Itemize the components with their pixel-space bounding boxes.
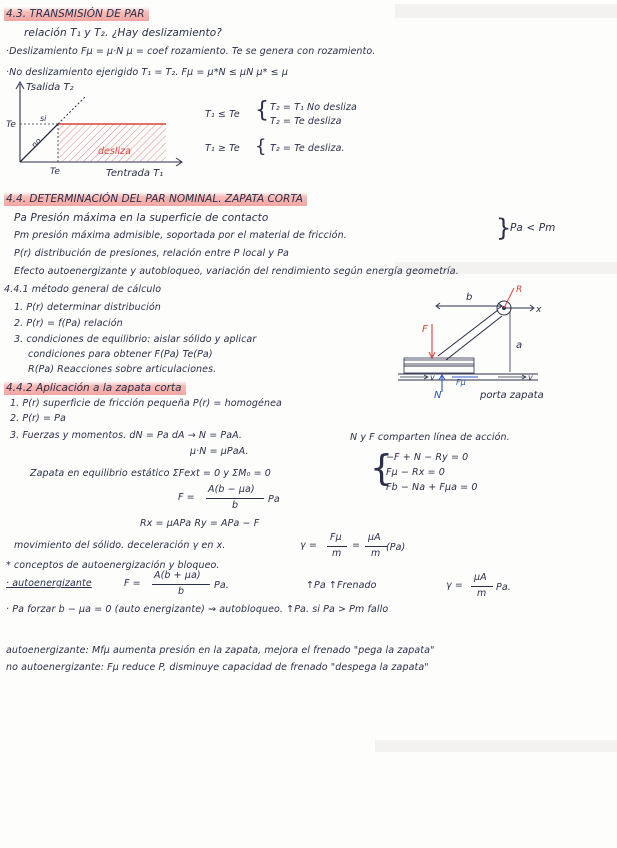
fraction-bar bbox=[471, 586, 493, 587]
axis-label-y: Tsalida T₂ bbox=[26, 82, 74, 93]
gamma-tail: (Pa) bbox=[386, 542, 406, 553]
text-line: 2. P(r) = f(Pa) relación bbox=[14, 318, 123, 329]
text-line: ·No deslizamiento ejerigido T₁ = T₂. Fμ = μ*N ≤ μN μ* ≤ μ bbox=[6, 67, 288, 78]
text-line: * conceptos de autoenergización y bloqueo. bbox=[6, 560, 220, 571]
te-label-y: Te bbox=[6, 120, 16, 130]
fraction-bar bbox=[152, 584, 210, 585]
brace-label: Pa < Pm bbox=[510, 222, 556, 234]
case-2-condition: T₁ ≥ Te bbox=[205, 143, 240, 154]
bleed-through-band bbox=[395, 4, 617, 18]
gamma-eq: = bbox=[352, 540, 361, 551]
gamma-tail: Pa. bbox=[496, 582, 511, 593]
text-line: relación T₁ y T₂. ¿Hay deslizamiento? bbox=[24, 27, 222, 39]
dim-b: b bbox=[466, 292, 473, 303]
axis-x: x bbox=[536, 305, 542, 315]
case-1a: T₂ = T₁ No desliza bbox=[270, 102, 357, 113]
text-line: · Pa forzar b − μa = 0 (auto energizante) ⇝ autobloqueo. ↑Pa. si Pa > Pm fallo bbox=[6, 604, 389, 615]
gamma-lhs: γ = bbox=[300, 540, 317, 551]
section-heading-4-3: 4.3. TRANSMISIÓN DE PAR bbox=[4, 7, 149, 21]
equilibrium-eq: Fb − Na + Fμa = 0 bbox=[386, 482, 478, 493]
si-label: si bbox=[40, 114, 47, 123]
fraction-tail: Pa bbox=[268, 494, 280, 505]
text-line: Pm presión máxima admisible, soportada por el material de fricción. bbox=[14, 230, 347, 241]
normal-N: N bbox=[434, 390, 442, 401]
text-line: condiciones para obtener F(Pa) Te(Pa) bbox=[28, 349, 213, 360]
desliza-label: desliza bbox=[98, 146, 131, 157]
gamma-den: m bbox=[371, 548, 381, 559]
fraction-bar bbox=[365, 546, 387, 547]
gamma-den: m bbox=[332, 548, 342, 559]
friction-F: Fμ bbox=[456, 378, 466, 387]
velocity-left: v bbox=[430, 373, 435, 382]
gamma-num: Fμ bbox=[330, 532, 342, 543]
fraction-bar bbox=[327, 546, 347, 547]
brace: { bbox=[255, 136, 267, 157]
caption-porta-zapata: porta zapata bbox=[480, 390, 544, 401]
reaction-R: R bbox=[516, 285, 523, 295]
formula-F: F = bbox=[178, 492, 195, 503]
text-line: P(r) distribución de presiones, relación entre P local y Pa bbox=[14, 248, 289, 259]
no-label: no bbox=[29, 136, 44, 150]
text-line: 1. P(r) determinar distribución bbox=[14, 302, 161, 313]
fraction-num: A(b − μa) bbox=[208, 484, 255, 495]
axis-label-x: Tentrada T₁ bbox=[106, 168, 164, 179]
text-line: 1. P(r) superficie de fricción pequeña P(r) = homogénea bbox=[10, 398, 282, 409]
text-line: movimiento del sólido. deceleración γ en x. bbox=[14, 540, 226, 551]
text-line: N y F comparten línea de acción. bbox=[350, 432, 510, 443]
formula-F-auto: F = bbox=[124, 578, 141, 589]
brace: { bbox=[255, 98, 270, 123]
text-line: Pa Presión máxima en la superficie de contacto bbox=[14, 212, 269, 224]
text-line: R(Pa) Reacciones sobre articulaciones. bbox=[28, 364, 217, 375]
text-line: ·Deslizamiento Fμ = μ·N μ = coef rozamiento. Te se genera con rozamiento. bbox=[6, 46, 376, 57]
te-label-x: Te bbox=[50, 167, 60, 177]
section-heading-4-4-1: 4.4.1 método general de cálculo bbox=[4, 284, 162, 295]
case-2a: T₂ = Te desliza. bbox=[270, 143, 345, 154]
gamma-den: m bbox=[477, 588, 487, 599]
dim-a: a bbox=[516, 340, 523, 351]
gamma-num: μA bbox=[368, 532, 381, 543]
section-heading-4-4-2: 4.4.2 Aplicación a la zapata corta bbox=[4, 381, 186, 395]
case-1-condition: T₁ ≤ Te bbox=[205, 109, 240, 120]
text-line: ↑Pa ↑Frenado bbox=[306, 580, 377, 591]
text-line: no autoenergizante: Fμ reduce P, disminuye capacidad de frenado "despega la zapata" bbox=[6, 662, 429, 673]
case-1b: T₂ = Te desliza bbox=[270, 116, 342, 127]
text-line: Zapata en equilibrio estático ΣFext = 0 y ΣM₀ = 0 bbox=[30, 468, 271, 479]
fraction-num: A(b + μa) bbox=[154, 570, 201, 581]
equilibrium-eq: Fμ − Rx = 0 bbox=[386, 467, 445, 478]
text-line: 3. condiciones de equilibrio: aislar sólido y aplicar bbox=[14, 334, 257, 345]
fraction-bar bbox=[206, 498, 264, 499]
brake-shoe-figure bbox=[398, 282, 564, 406]
brace: } bbox=[496, 214, 512, 242]
bleed-through-band bbox=[375, 740, 617, 752]
text-line: Efecto autoenergizante y autobloqueo, variación del rendimiento según energía geometría. bbox=[14, 266, 459, 277]
velocity-right: v bbox=[528, 373, 533, 382]
torque-transfer-figure bbox=[6, 76, 206, 180]
gamma-num: μA bbox=[474, 572, 487, 583]
text-line: μ·N = μPaA. bbox=[190, 446, 249, 457]
gamma-lhs: γ = bbox=[446, 580, 463, 591]
force-F: F bbox=[422, 324, 428, 335]
fraction-den: b bbox=[232, 500, 239, 511]
brace: { bbox=[370, 448, 394, 489]
section-heading-4-4: 4.4. DETERMINACIÓN DEL PAR NOMINAL. ZAPATA CORTA bbox=[4, 192, 307, 206]
equilibrium-eq: −F + N − Ry = 0 bbox=[386, 452, 469, 463]
fraction-den: b bbox=[178, 586, 185, 597]
text-line: 2. P(r) = Pa bbox=[10, 413, 66, 424]
text-line: autoenergizante: Mfμ aumenta presión en la zapata, mejora el frenado "pega la zapata" bbox=[6, 645, 435, 656]
fraction-tail: Pa. bbox=[214, 580, 229, 591]
text-line: 3. Fuerzas y momentos. dN = Pa dA → N = PaA. bbox=[10, 430, 243, 441]
text-line: · autoenergizante bbox=[6, 578, 92, 589]
text-line: Rx = μAPa Ry = APa − F bbox=[140, 518, 260, 529]
